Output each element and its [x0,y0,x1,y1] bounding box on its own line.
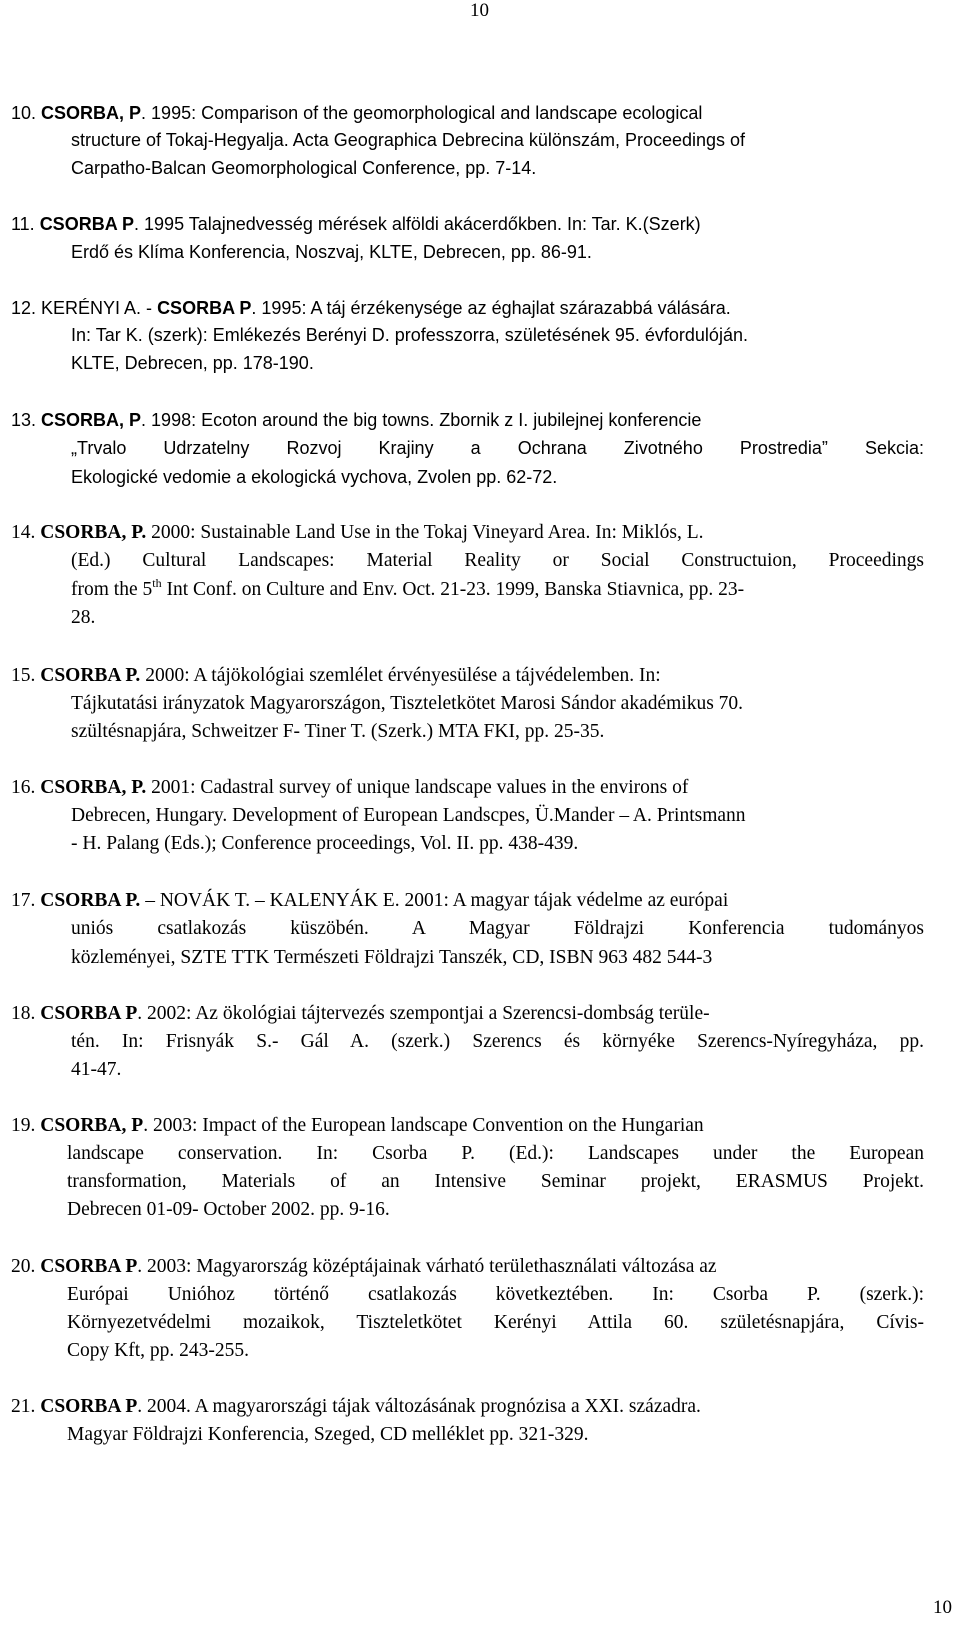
citation-text: Erdő és Klíma Konferencia, Noszvaj, KLTE, Debrecen, pp. 86-91. [71,242,592,262]
reference-10-line-2 [71,128,745,152]
citation-text: 17. [11,890,41,911]
reference-17-line-3 [71,946,712,970]
reference-11-line-2 [71,240,592,264]
reference-17-line-2 [71,917,924,941]
citation-text: Copy Kft, pp. 243-255. [67,1340,249,1361]
citation-text: Magyar Földrajzi Konferencia, Szeged, CD melléklet pp. 321-329. [67,1424,589,1445]
reference-15-line-3 [71,720,604,744]
reference-18-line-2 [71,1030,924,1054]
citation-text: . 1995 Talajnedvesség mérések alföldi akácerdőkben. In: Tar. K.(Szerk) [134,214,701,234]
reference-10-line-3 [71,156,536,180]
author-name: CSORBA P [40,1003,138,1024]
citation-text: „Trvalo Udrzatelny Rozvoj Krajiny a Ochrana Zivotného Prostredia” Sekcia: [71,438,924,458]
author-name: CSORBA P [39,214,135,234]
reference-12-line-2 [71,323,748,347]
author-name: CSORBA P. [40,665,141,686]
reference-16-line-2 [71,804,746,828]
reference-18-line-3 [71,1058,121,1082]
citation-text: . 1995: Comparison of the geomorphological and landscape ecological [141,103,703,123]
citation-text: transformation, Materials of an Intensive Seminar projekt, ERASMUS Projekt. [67,1171,924,1192]
reference-13-line-3 [71,465,557,489]
reference-20-line-4 [67,1339,249,1363]
page-number-bottom: 10 [933,1597,952,1618]
reference-15-line-2 [71,692,743,716]
citation-text: landscape conservation. In: Csorba P. (Ed.): Landscapes under the European [67,1143,924,1164]
citation-text: Debrecen 01-09- October 2002. pp. 9-16. [67,1199,390,1220]
reference-20-line-1 [11,1255,717,1279]
reference-11-line-1 [11,212,701,236]
author-name: CSORBA P [40,1256,138,1277]
citation-text: Carpatho-Balcan Geomorphological Conference, pp. 7-14. [71,158,537,178]
citation-text: 12. KERÉNYI A. - [11,298,158,318]
reference-17-line-1 [11,889,728,913]
citation-text: 13. [11,410,42,430]
author-name: CSORBA, P [41,103,142,123]
author-name: CSORBA, P. [40,522,147,543]
reference-13-line-1 [11,408,701,432]
citation-text: from the 5 [71,579,153,600]
citation-text: . 2003: Magyarország középtájainak várható területhasználati változása az [137,1256,717,1277]
reference-19-line-3 [67,1170,924,1194]
citation-text: . 1995: A táj érzékenysége az éghajlat szárazabbá válására. [251,298,731,318]
citation-text: 19. [11,1115,41,1136]
citation-text: . 2003: Impact of the European landscape Convention on the Hungarian [143,1115,704,1136]
author-name: CSORBA, P [40,1115,144,1136]
citation-text: . 2004. A magyarországi tájak változásának prognózisa a XXI. századra. [137,1396,701,1417]
citation-text: In: Tar K. (szerk): Emlékezés Berényi D. professzorra, születésének 95. évfordulóján. [71,325,748,345]
citation-text: – NOVÁK T. – KALENYÁK E. 2001: A magyar tájak védelme az európai [140,890,729,911]
citation-text: közleményei, SZTE TTK Természeti Földrajzi Tanszék, CD, ISBN 963 482 544-3 [71,947,713,968]
reference-15-line-1 [11,664,661,688]
citation-text: structure of Tokaj-Hegyalja. Acta Geographica Debrecina különszám, Proceedings of [71,130,746,150]
author-name: CSORBA P. [40,890,141,911]
reference-14-line-1 [11,521,704,545]
citation-text: 11. [11,214,40,234]
citation-text: 18. [11,1003,41,1024]
citation-text: Európai Unióhoz történő csatlakozás következtében. In: Csorba P. (szerk.): [67,1284,924,1305]
citation-text: (Ed.) Cultural Landscapes: Material Reality or Social Constructuion, Proceedings [71,550,924,571]
reference-16-line-3 [71,832,578,856]
reference-13-line-2 [71,436,924,460]
citation-text: Int Conf. on Culture and Env. Oct. 21-23. 1999, Banska Stiavnica, pp. 23- [161,579,745,600]
reference-14-line-4 [71,606,95,630]
citation-text: 15. [11,665,41,686]
citation-text: 2001: Cadastral survey of unique landscape values in the environs of [146,777,689,798]
reference-21-line-1 [11,1395,701,1419]
citation-text: Tájkutatási irányzatok Magyarországon, Tiszteletkötet Marosi Sándor akadémikus 70. [71,693,744,714]
citation-text: 28. [71,607,96,628]
reference-19-line-1 [11,1114,704,1138]
citation-text: 21. [11,1396,41,1417]
reference-18-line-1 [11,1002,710,1026]
citation-text: 14. [11,522,41,543]
author-name: CSORBA, P [41,410,142,430]
citation-text: 2000: Sustainable Land Use in the Tokaj Vineyard Area. In: Miklós, L. [146,522,704,543]
reference-14-line-2 [71,549,924,573]
citation-text: uniós csatlakozás küszöbén. A Magyar Földrajzi Konferencia tudományos [71,918,924,939]
reference-20-line-3 [67,1311,924,1335]
citation-text: Ekologické vedomie a ekologická vychova, Zvolen pp. 62-72. [71,467,558,487]
reference-16-line-1 [11,776,688,800]
citation-text: tén. In: Frisnyák S.- Gál A. (szerk.) Szerencs és környéke Szerencs-Nyíregyháza, pp. [71,1031,924,1052]
author-name: CSORBA, P. [40,777,147,798]
author-name: CSORBA P [157,298,252,318]
citation-text: 20. [11,1256,41,1277]
citation-text: . 2002: Az ökológiai tájtervezés szempontjai a Szerencsi-dombság terüle- [137,1003,710,1024]
page-number-top: 10 [470,0,489,21]
citation-text: 41-47. [71,1059,122,1080]
reference-21-line-2 [67,1423,588,1447]
reference-12-line-1 [11,296,731,320]
reference-10-line-1 [11,101,702,125]
citation-text: 10. [11,103,42,123]
citation-text: szültésnapjára, Schweitzer F- Tiner T. (Szerk.) MTA FKI, pp. 25-35. [71,721,605,742]
reference-20-line-2 [67,1283,924,1307]
superscript: th [152,576,162,590]
citation-text: 16. [11,777,41,798]
citation-text: Környezetvédelmi mozaikok, Tiszteletkötet Kerényi Attila 60. születésnapjára, Cívis- [67,1312,924,1333]
citation-text: . 1998: Ecoton around the big towns. Zbornik z I. jubilejnej konferencie [141,410,702,430]
citation-text: - H. Palang (Eds.); Conference proceedings, Vol. II. pp. 438-439. [71,833,579,854]
citation-text: Debrecen, Hungary. Development of European Landscpes, Ü.Mander – A. Printsmann [71,805,746,826]
reference-12-line-3 [71,351,314,375]
reference-14-line-3 [71,578,744,602]
citation-text: 2000: A tájökológiai szemlélet érvényesülése a tájvédelemben. In: [140,665,661,686]
author-name: CSORBA P [40,1396,138,1417]
reference-19-line-2 [67,1142,924,1166]
reference-19-line-4 [67,1198,390,1222]
citation-text: KLTE, Debrecen, pp. 178-190. [71,353,314,373]
